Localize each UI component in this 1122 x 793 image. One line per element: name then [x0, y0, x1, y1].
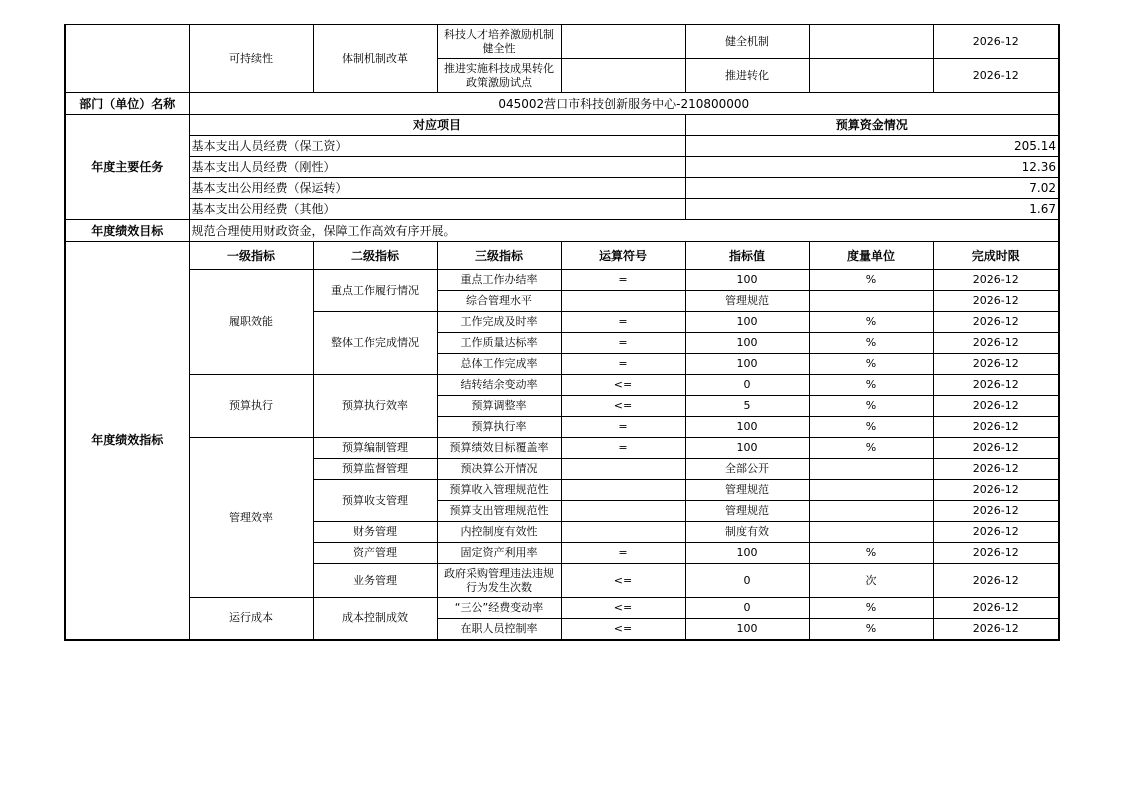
level2-cell: 资产管理	[313, 543, 437, 564]
deadline-cell: 2026-12	[933, 564, 1059, 598]
operator-cell: =	[561, 312, 685, 333]
deadline-cell: 2026-12	[933, 417, 1059, 438]
unit-cell	[809, 59, 933, 93]
unit-cell: %	[809, 438, 933, 459]
level2-cell: 预算执行效率	[313, 375, 437, 438]
level3-cell: 预算执行率	[437, 417, 561, 438]
operator-cell	[561, 59, 685, 93]
deadline-cell: 2026-12	[933, 375, 1059, 396]
level3-cell: 重点工作办结率	[437, 270, 561, 291]
indicators-label: 年度绩效指标	[65, 242, 189, 640]
level1-cell: 可持续性	[189, 25, 313, 93]
operator-cell: <=	[561, 375, 685, 396]
level3-cell: “三公”经费变动率	[437, 598, 561, 619]
unit-cell: %	[809, 375, 933, 396]
operator-cell: =	[561, 417, 685, 438]
value-cell: 100	[685, 354, 809, 375]
deadline-cell: 2026-12	[933, 598, 1059, 619]
level3-cell: 政府采购管理违法违规行为发生次数	[437, 564, 561, 598]
header-value: 指标值	[685, 242, 809, 270]
level3-cell: 内控制度有效性	[437, 522, 561, 543]
level3-cell: 综合管理水平	[437, 291, 561, 312]
unit-cell: %	[809, 270, 933, 291]
deadline-cell: 2026-12	[933, 459, 1059, 480]
value-cell: 管理规范	[685, 480, 809, 501]
deadline-cell: 2026-12	[933, 522, 1059, 543]
performance-table	[64, 24, 1060, 641]
deadline-cell: 2026-12	[933, 59, 1059, 93]
operator-cell	[561, 459, 685, 480]
level2-cell: 重点工作履行情况	[313, 270, 437, 312]
level3-cell: 在职人员控制率	[437, 619, 561, 640]
operator-cell	[561, 25, 685, 59]
task-amount: 205.14	[685, 136, 1059, 157]
blank-cell	[65, 25, 189, 93]
unit-cell: %	[809, 333, 933, 354]
task-amount: 1.67	[685, 199, 1059, 220]
task-item: 基本支出人员经费（刚性）	[189, 157, 685, 178]
level1-cell: 预算执行	[189, 375, 313, 438]
header-level3: 三级指标	[437, 242, 561, 270]
level2-cell: 整体工作完成情况	[313, 312, 437, 375]
value-cell: 制度有效	[685, 522, 809, 543]
unit-cell: %	[809, 354, 933, 375]
value-cell: 0	[685, 564, 809, 598]
goal-text: 规范合理使用财政资金，保障工作高效有序开展。	[189, 220, 1059, 242]
value-cell: 100	[685, 619, 809, 640]
unit-cell	[809, 480, 933, 501]
value-cell: 100	[685, 438, 809, 459]
operator-cell: <=	[561, 598, 685, 619]
unit-cell: %	[809, 396, 933, 417]
operator-cell	[561, 291, 685, 312]
task-item: 基本支出人员经费（保工资）	[189, 136, 685, 157]
level3-cell: 预算支出管理规范性	[437, 501, 561, 522]
task-item: 基本支出公用经费（其他）	[189, 199, 685, 220]
level3-cell: 科技人才培养激励机制健全性	[437, 25, 561, 59]
level2-cell: 预算编制管理	[313, 438, 437, 459]
value-cell: 全部公开	[685, 459, 809, 480]
deadline-cell: 2026-12	[933, 354, 1059, 375]
header-operator: 运算符号	[561, 242, 685, 270]
deadline-cell: 2026-12	[933, 333, 1059, 354]
tasks-col-budget: 预算资金情况	[685, 115, 1059, 136]
unit-cell: %	[809, 417, 933, 438]
unit-cell	[809, 291, 933, 312]
level2-cell: 预算监督管理	[313, 459, 437, 480]
deadline-cell: 2026-12	[933, 291, 1059, 312]
level3-cell: 结转结余变动率	[437, 375, 561, 396]
unit-cell	[809, 501, 933, 522]
tasks-col-item: 对应项目	[189, 115, 685, 136]
deadline-cell: 2026-12	[933, 480, 1059, 501]
operator-cell: <=	[561, 564, 685, 598]
deadline-cell: 2026-12	[933, 438, 1059, 459]
operator-cell: =	[561, 333, 685, 354]
unit-cell: %	[809, 543, 933, 564]
operator-cell: =	[561, 543, 685, 564]
unit-cell: %	[809, 312, 933, 333]
level3-cell: 总体工作完成率	[437, 354, 561, 375]
header-unit: 度量单位	[809, 242, 933, 270]
level3-cell: 推进实施科技成果转化政策激励试点	[437, 59, 561, 93]
level2-cell: 财务管理	[313, 522, 437, 543]
dept-label: 部门（单位）名称	[65, 93, 189, 115]
tasks-label: 年度主要任务	[65, 115, 189, 220]
deadline-cell: 2026-12	[933, 396, 1059, 417]
level3-cell: 预算调整率	[437, 396, 561, 417]
deadline-cell: 2026-12	[933, 543, 1059, 564]
value-cell: 100	[685, 312, 809, 333]
deadline-cell: 2026-12	[933, 270, 1059, 291]
level2-cell: 成本控制成效	[313, 598, 437, 640]
level2-cell: 预算收支管理	[313, 480, 437, 522]
operator-cell: =	[561, 438, 685, 459]
header-level2: 二级指标	[313, 242, 437, 270]
value-cell: 100	[685, 543, 809, 564]
level3-cell: 工作完成及时率	[437, 312, 561, 333]
level1-cell: 履职效能	[189, 270, 313, 375]
operator-cell	[561, 480, 685, 501]
task-amount: 7.02	[685, 178, 1059, 199]
value-cell: 推进转化	[685, 59, 809, 93]
value-cell: 0	[685, 375, 809, 396]
header-deadline: 完成时限	[933, 242, 1059, 270]
value-cell: 0	[685, 598, 809, 619]
operator-cell: =	[561, 270, 685, 291]
level3-cell: 固定资产利用率	[437, 543, 561, 564]
value-cell: 100	[685, 270, 809, 291]
unit-cell	[809, 25, 933, 59]
value-cell: 5	[685, 396, 809, 417]
value-cell: 健全机制	[685, 25, 809, 59]
deadline-cell: 2026-12	[933, 619, 1059, 640]
level3-cell: 预算收入管理规范性	[437, 480, 561, 501]
task-amount: 12.36	[685, 157, 1059, 178]
goal-label: 年度绩效目标	[65, 220, 189, 242]
dept-value: 045002营口市科技创新服务中心-210800000	[189, 93, 1059, 115]
operator-cell	[561, 501, 685, 522]
operator-cell: =	[561, 354, 685, 375]
level2-cell: 体制机制改革	[313, 25, 437, 93]
unit-cell: %	[809, 598, 933, 619]
operator-cell: <=	[561, 396, 685, 417]
value-cell: 100	[685, 417, 809, 438]
unit-cell	[809, 522, 933, 543]
task-item: 基本支出公用经费（保运转）	[189, 178, 685, 199]
operator-cell	[561, 522, 685, 543]
level2-cell: 业务管理	[313, 564, 437, 598]
value-cell: 管理规范	[685, 501, 809, 522]
operator-cell: <=	[561, 619, 685, 640]
unit-cell: %	[809, 619, 933, 640]
deadline-cell: 2026-12	[933, 25, 1059, 59]
level3-cell: 工作质量达标率	[437, 333, 561, 354]
level1-cell: 管理效率	[189, 438, 313, 598]
unit-cell: 次	[809, 564, 933, 598]
level3-cell: 预算绩效目标覆盖率	[437, 438, 561, 459]
value-cell: 100	[685, 333, 809, 354]
header-level1: 一级指标	[189, 242, 313, 270]
deadline-cell: 2026-12	[933, 501, 1059, 522]
level3-cell: 预决算公开情况	[437, 459, 561, 480]
deadline-cell: 2026-12	[933, 312, 1059, 333]
level1-cell: 运行成本	[189, 598, 313, 640]
value-cell: 管理规范	[685, 291, 809, 312]
unit-cell	[809, 459, 933, 480]
